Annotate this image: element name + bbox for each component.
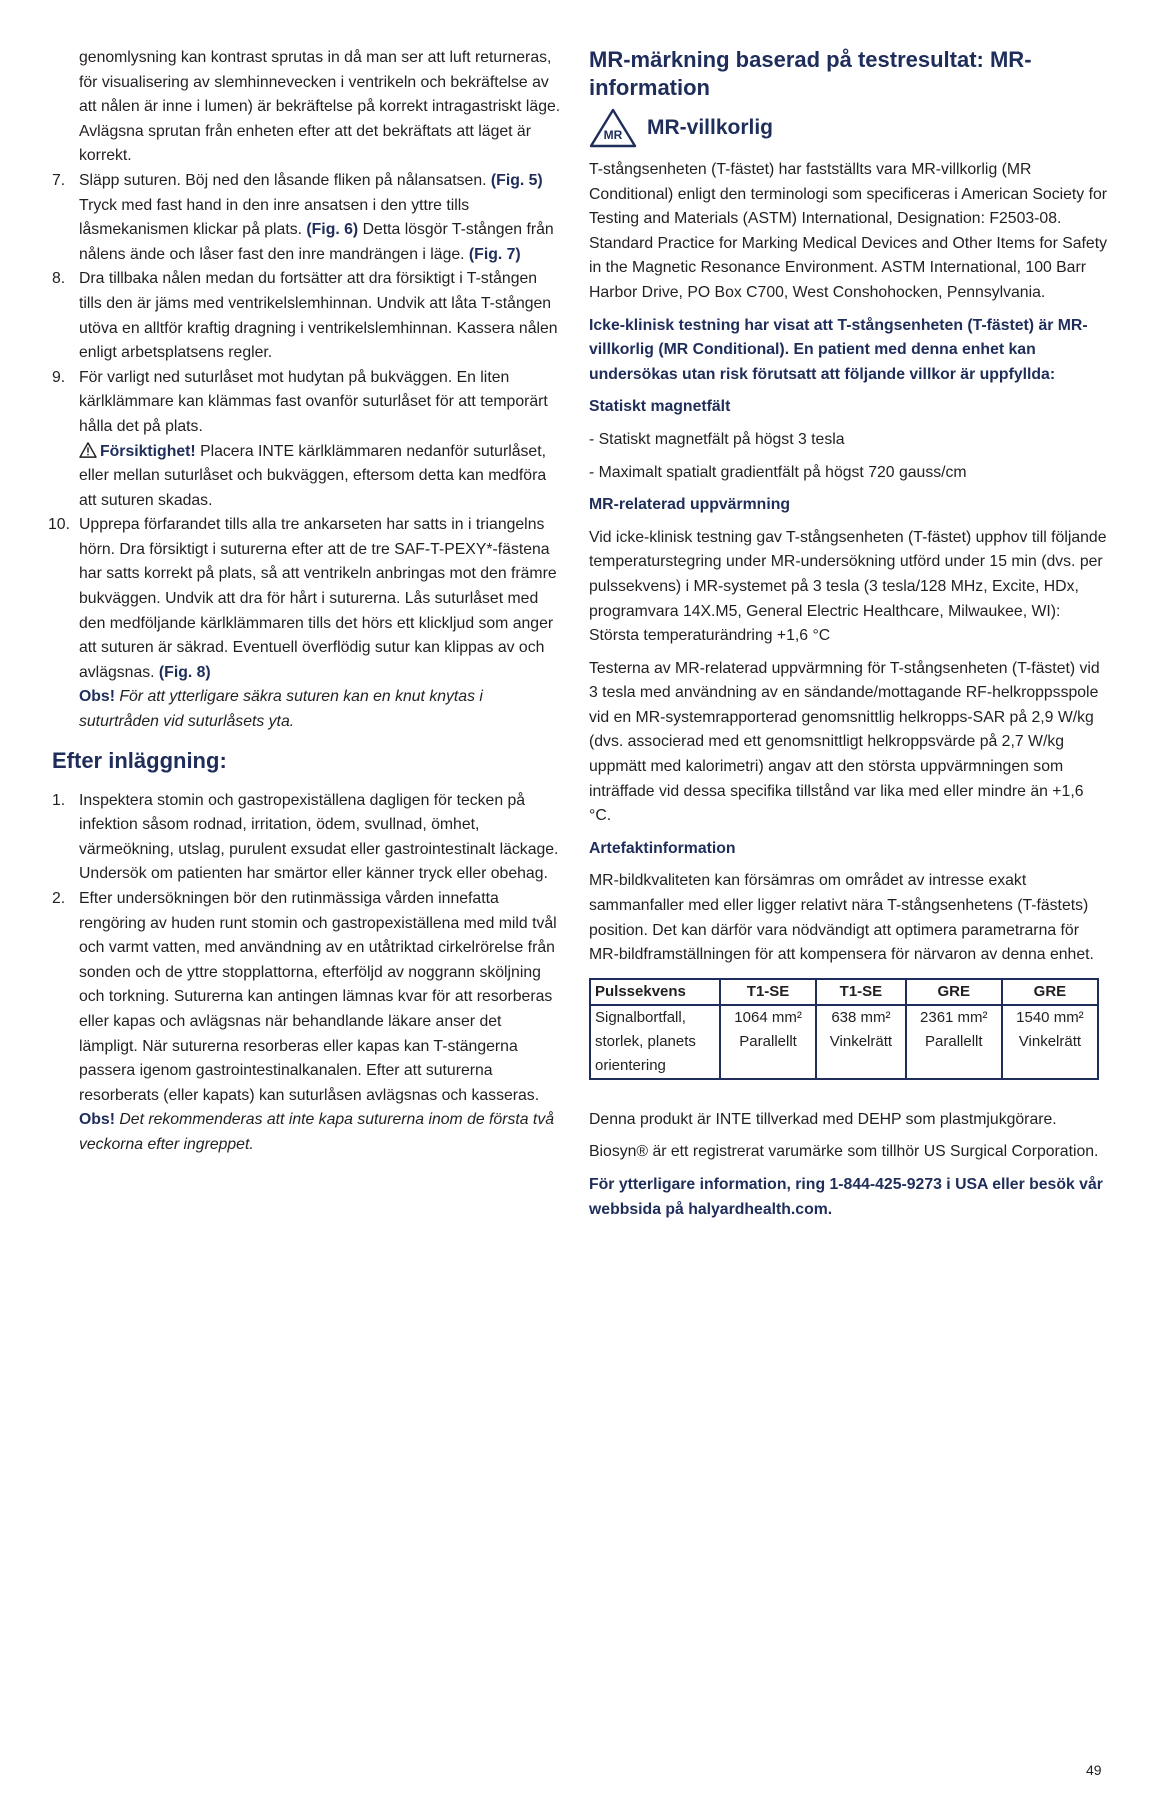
artifact-table bbox=[589, 978, 1099, 1080]
dehp-statement: Denna produkt är INTE tillverkad med DEHP som plastmjukgörare. bbox=[589, 1110, 1057, 1128]
static-field-item: - Statiskt magnetfält på högst 3 tesla bbox=[589, 430, 845, 448]
figure-reference: (Fig. 5) bbox=[490, 171, 543, 189]
obs-label: Obs! bbox=[79, 1111, 115, 1129]
mr-conditional-row bbox=[589, 108, 1109, 148]
step-text: Tryck med fast hand in den inre ansatsen i den yttre tills låsmekanismen klickar på plats. bbox=[79, 196, 470, 239]
step-number: 2. bbox=[52, 890, 66, 907]
step-text: Dra tillbaka nålen medan du fortsätter att dra försiktigt i T-stången tills den är jäms med ventrikelslemhinnan. Undvik att låta T-stången utöva en alltför kraftig dragning i ventrikelslemhinnan. Kassera nålen enligt arbetsplatsens regler. bbox=[79, 270, 558, 362]
obs-note bbox=[79, 685, 564, 734]
obs-text: För att ytterligare säkra suturen kan en knut knytas i suturtråden vid suturlåsets yta. bbox=[79, 688, 483, 731]
mr-conditional-icon bbox=[589, 108, 637, 148]
table-header-cell: T1-SE bbox=[720, 979, 816, 1005]
table-header-row bbox=[590, 979, 1098, 1005]
table-row bbox=[590, 1005, 1098, 1079]
mr-badge-text: MR bbox=[603, 128, 623, 142]
mr-conditional-label: MR-villkorlig bbox=[647, 115, 774, 139]
step-number: 7. bbox=[52, 171, 66, 189]
step-text: Inspektera stomin och gastropexiställena dagligen för tecken på infektion såsom rodnad, irritation, ödem, svullnad, ömhet, värmeökning, utslag, purulent exsudat eller gastrointestinalt läckage. Undersök om patienten har smärtor eller känner tryck eller obehag. bbox=[79, 791, 559, 883]
void-size: 2361 mm² bbox=[920, 1008, 988, 1026]
artifact-heading: Artefaktinformation bbox=[589, 839, 736, 857]
step-text: Upprepa förfarandet tills alla tre ankarseten har satts in i triangelns hörn. Dra försiktigt i suturerna efter att de tre SAF-T-PEXY*-fästena har satts korrekt på plats, så att ventrikeln anbringas mot den främre bukväggen. Undvik att dra för hårt i suturerna. Lås suturlåset med den medföljande kärlklämmaren tills det hörs ett klickljud som anger att suturen är säkrad. Eventuell överflödig sutur kan klippas av och avlägsnas. bbox=[79, 516, 557, 681]
step-9 bbox=[52, 366, 564, 514]
step-8 bbox=[52, 267, 564, 365]
page-number: 49 bbox=[1086, 1762, 1102, 1778]
heating-paragraph-1: Vid icke-klinisk testning gav T-stångsenheten (T-fästet) upphov till följande temperaturstegring under MR-undersökning utförd under 15 min (dvs. per pulssekvens) i MR-systemet på 3 tesla (3 tesla/128 MHz, Excite, HDx, programvara 14X.M5, General Electric Healthcare, Milwaukee, WI): Största temperaturändring +1,6 °C bbox=[589, 528, 1107, 645]
after-step-2 bbox=[52, 887, 564, 1158]
plane-orientation: Parallellt bbox=[739, 1032, 797, 1050]
step-number: 8. bbox=[52, 270, 66, 288]
figure-reference: (Fig. 7) bbox=[468, 245, 521, 263]
table-cell bbox=[906, 1005, 1002, 1079]
step-text: Släpp suturen. Böj ned den låsande fliken på nålansatsen. bbox=[79, 171, 487, 189]
contact-information: För ytterligare information, ring 1-844-425-9273 i USA eller besök vår webbsida på halyardhealth.com. bbox=[589, 1176, 1103, 1218]
plane-orientation: Parallellt bbox=[925, 1032, 983, 1050]
biosyn-trademark: Biosyn® är ett registrerat varumärke som tillhör US Surgical Corporation. bbox=[589, 1143, 1099, 1161]
after-step-1 bbox=[52, 789, 564, 887]
step-10 bbox=[48, 513, 564, 734]
step-number: 10. bbox=[48, 516, 70, 534]
gradient-field-item: - Maximalt spatialt gradientfält på högst 720 gauss/cm bbox=[589, 463, 967, 481]
heating-heading: MR-relaterad uppvärmning bbox=[589, 496, 791, 514]
caution-label: Försiktighet! bbox=[100, 442, 196, 460]
step-text: Detta lösgör T-stången från nålens ände och låser fast den inre mandrängen i läge. bbox=[79, 221, 554, 263]
warning-triangle-icon bbox=[79, 442, 97, 458]
obs-label: Obs! bbox=[79, 688, 115, 706]
plane-orientation: Vinkelrätt bbox=[1018, 1032, 1082, 1050]
after-insertion-heading: Efter inläggning: bbox=[52, 747, 227, 773]
plane-orientation: Vinkelrätt bbox=[829, 1032, 893, 1050]
step-number: 1. bbox=[52, 791, 66, 809]
caution-note bbox=[79, 440, 564, 514]
figure-reference: (Fig. 8) bbox=[158, 663, 211, 681]
void-size: 1540 mm² bbox=[1016, 1008, 1084, 1026]
table-header-cell: GRE bbox=[906, 979, 1002, 1005]
table-header-cell: Pulssekvens bbox=[590, 979, 720, 1005]
right-column bbox=[589, 46, 1109, 1222]
mr-section-title: MR-märkning baserad på testresultat: MR-information bbox=[589, 47, 1032, 100]
heating-paragraph-2: Testerna av MR-relaterad uppvärmning för T-stångsenheten (T-fästet) vid 3 tesla med användning av en sändande/mottagande RF-helkroppsspole vid en MR-systemrapporterad genomsnittlig helkropps-SAR på 2,9 W/kg (dvs. associerad med ett genomsnittligt helkroppsvärde på 2,7 W/kg uppmätt med kalorimetri) angav att den största uppvärmningen som inträffade vid dessa specifika tillstånd var lika med eller mindre än +1,6 °C. bbox=[589, 659, 1100, 825]
intro-paragraph: genomlysning kan kontrast sprutas in då man ser att luft returneras, för visualisering av slemhinnevecken i ventrikeln och bekräftelse av att nålen är inne i lumen) är bekräftelse på korrekt intragastriskt läge. Avlägsna sprutan från enheten efter att det bekräftats att läget är korrekt. bbox=[79, 49, 561, 165]
left-column bbox=[48, 46, 564, 1158]
step-text: Efter undersökningen bör den rutinmässiga vården innefatta rengöring av huden runt stomin och gastropexiställena med mild tvål och varmt vatten, med användning av en utåtriktad cirkelrörelse från sonden och de yttre stopplattorna, efterföljd av noggrann sköljning och torkning. Suturerna kan antingen lämnas kvar för att resorberas eller kapas och avlägsnas när behandlande läkare anser det lämpligt. När suturerna resorberas eller kapas kan T-stängerna passera igenom gastrointestinalkanalen. Efter att suturerna resorberats (eller kapats) kan suturlåsen avlägsnas och kasseras. bbox=[79, 890, 557, 1104]
obs-text: Det rekommenderas att inte kapa suturerna inom de första två veckorna efter ingreppet. bbox=[79, 1111, 555, 1153]
artifact-paragraph: MR-bildkvaliteten kan försämras om området av intresse exakt sammanfaller med eller ligger relativt nära T-stångsenhetens (T-fästets) position. Det kan därför vara nödvändigt att optimera parametrarna för MR-bildframställningen för att kompensera för närvaron av denna enhet. bbox=[589, 872, 1094, 964]
mr-conditions-paragraph: Icke-klinisk testning har visat att T-stångsenheten (T-fästet) är MR-villkorlig (MR Conditional). En patient med denna enhet kan undersökas utan risk förutsatt att följande villkor är uppfyllda: bbox=[589, 316, 1088, 383]
table-header-cell: T1-SE bbox=[816, 979, 906, 1005]
table-cell bbox=[1002, 1005, 1098, 1079]
static-field-heading: Statiskt magnetfält bbox=[589, 398, 731, 416]
void-size: 1064 mm² bbox=[734, 1008, 802, 1026]
step-7 bbox=[52, 169, 564, 267]
caution-text: Placera INTE kärlklämmaren nedanför suturlåset, eller mellan suturlåset och bukväggen, eftersom detta kan medföra att suturen skadas. bbox=[79, 442, 547, 509]
step-text: För varligt ned suturlåset mot hudytan på bukväggen. En liten kärlklämmare kan klämmas fast ovanför suturlåset för att temporärt hålla det på plats. bbox=[79, 368, 548, 435]
obs-note bbox=[79, 1108, 564, 1157]
mr-intro-paragraph: T-stångsenheten (T-fästet) har fastställts vara MR-villkorlig (MR Conditional) enligt den terminologi som specificeras i American Society for Testing and Materials (ASTM) International, Designation: F2503-08. Standard Practice for Marking Medical Devices and Other Items for Safety in the Magnetic Resonance Environment. ASTM International, 100 Barr Harbor Drive, PO Box C700, West Conshohocken, Pennsylvania. bbox=[589, 161, 1108, 301]
table-cell bbox=[720, 1005, 816, 1079]
step-number: 9. bbox=[52, 368, 66, 386]
table-header-cell: GRE bbox=[1002, 979, 1098, 1005]
table-row-label: Signalbortfall, storlek, planets orientering bbox=[590, 1005, 720, 1079]
table-cell bbox=[816, 1005, 906, 1079]
void-size: 638 mm² bbox=[831, 1008, 891, 1026]
figure-reference: (Fig. 6) bbox=[306, 221, 359, 239]
